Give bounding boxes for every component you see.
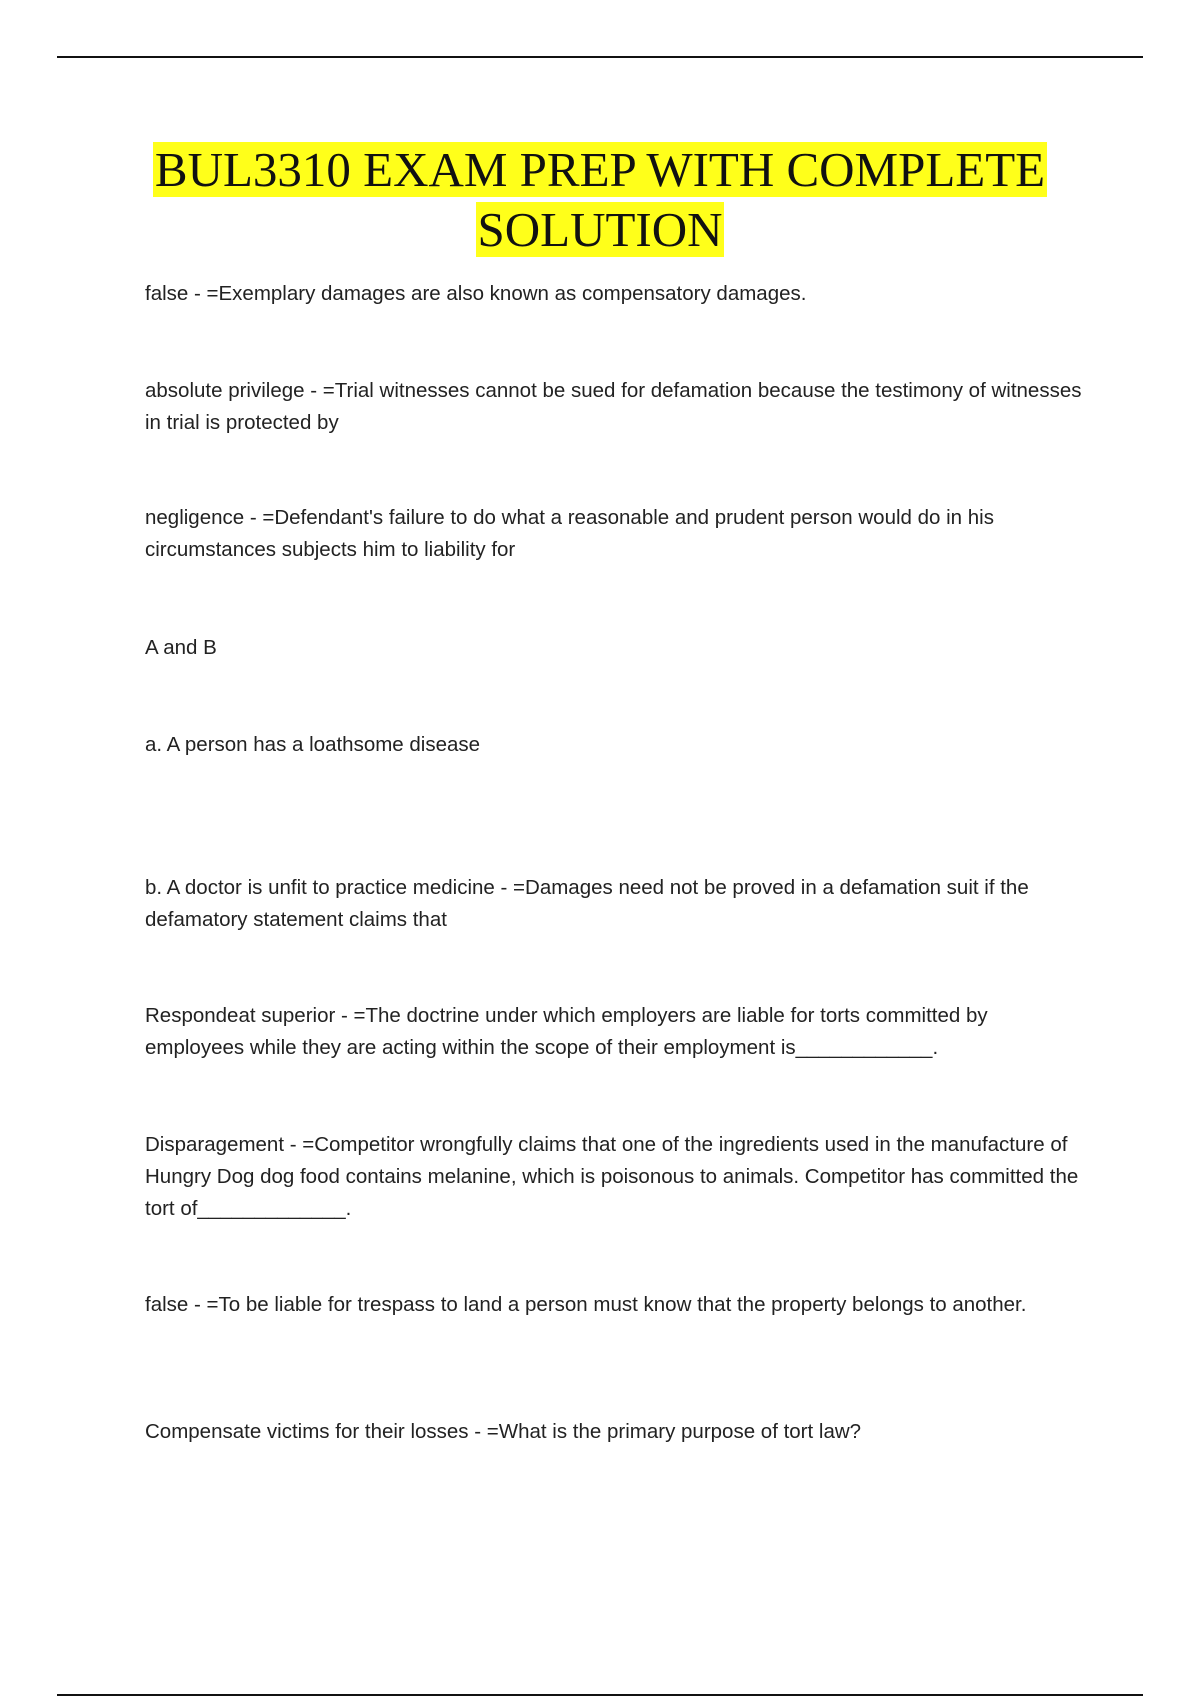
qa-entry-8: Disparagement - =Competitor wrongfully claims that one of the ingredients used in the manufacture of Hungry Dog dog food contains melanine, which is poisonous to animals. Competitor has committed the tort of_____________. (145, 1133, 1079, 1220)
bottom-rule (57, 1694, 1143, 1696)
title-line-2: SOLUTION (477, 202, 723, 257)
qa-entry-3: negligence - =Defendant's failure to do what a reasonable and prudent person would do in his circumstances subjects him to liability for (145, 506, 994, 561)
document-title (0, 140, 1200, 260)
qa-entry-7: Respondeat superior - =The doctrine under which employers are liable for torts committed by employees while they are acting within the scope of their employment is____________. (145, 1004, 988, 1059)
top-rule (57, 56, 1143, 58)
qa-entry-2: absolute privilege - =Trial witnesses cannot be sued for defamation because the testimony of witnesses in trial is protected by (145, 379, 1082, 434)
qa-entry-4: A and B (145, 636, 217, 659)
qa-entry-1: false - =Exemplary damages are also known as compensatory damages. (145, 282, 807, 305)
qa-entry-6: b. A doctor is unfit to practice medicine - =Damages need not be proved in a defamation suit if the defamatory statement claims that (145, 876, 1029, 931)
title-line-1: BUL3310 EXAM PREP WITH COMPLETE (154, 142, 1046, 197)
qa-entry-9: false - =To be liable for trespass to land a person must know that the property belongs to another. (145, 1293, 1027, 1316)
qa-entry-10: Compensate victims for their losses - =What is the primary purpose of tort law? (145, 1420, 862, 1443)
qa-entry-5: a. A person has a loathsome disease (145, 733, 481, 756)
